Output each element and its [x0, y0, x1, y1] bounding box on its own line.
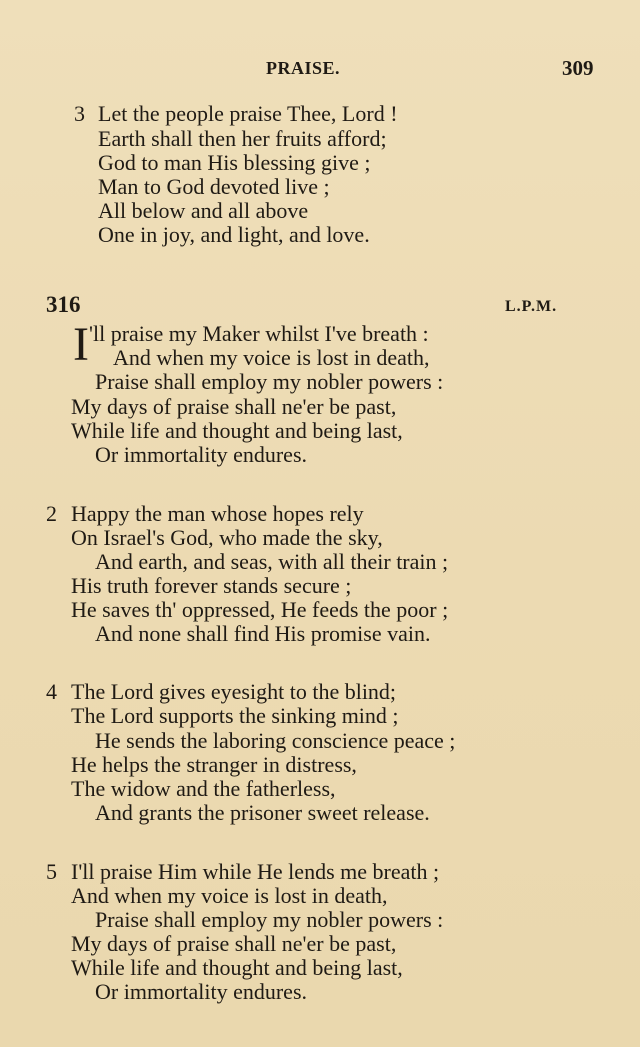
stanza-line: My days of praise shall ne'er be past,	[71, 931, 397, 956]
page-number: 309	[562, 56, 594, 80]
stanza-line: On Israel's God, who made the sky,	[71, 525, 383, 550]
stanza-number: 2	[46, 501, 57, 526]
running-head: PRAISE.	[266, 58, 341, 78]
stanza-line: The Lord gives eyesight to the blind;	[71, 679, 397, 704]
stanza-line: While life and thought and being last,	[71, 418, 403, 443]
drop-cap: I	[73, 318, 89, 371]
stanza-number: 3	[74, 101, 85, 126]
stanza-line: And when my voice is lost in death,	[71, 883, 388, 908]
stanza-line: I'll praise Him while He lends me breath ;	[71, 859, 440, 884]
stanza-line: The Lord supports the sinking mind ;	[71, 703, 399, 728]
stanza-line: Praise shall employ my nobler powers :	[95, 369, 444, 394]
stanza-line: And grants the prisoner sweet release.	[95, 800, 430, 825]
stanza-line: The widow and the fatherless,	[71, 776, 336, 801]
stanza-line: And earth, and seas, with all their train ;	[95, 549, 449, 574]
stanza-line: All below and all above	[98, 198, 309, 223]
stanza-line: Earth shall then her fruits afford;	[98, 126, 387, 151]
stanza-line: While life and thought and being last,	[71, 955, 403, 980]
stanza-line: And none shall find His promise vain.	[95, 621, 431, 646]
stanza-line: He helps the stranger in distress,	[71, 752, 357, 777]
stanza-line: Man to God devoted live ;	[98, 174, 330, 199]
stanza-line: Or immortality endures.	[95, 979, 308, 1004]
stanza-line: Praise shall employ my nobler powers :	[95, 907, 444, 932]
stanza-line: Happy the man whose hopes rely	[71, 501, 364, 526]
stanza-line: His truth forever stands secure ;	[71, 573, 352, 598]
stanza-line: And when my voice is lost in death,	[113, 345, 430, 370]
stanza-line: Or immortality endures.	[95, 442, 308, 467]
hymn-number: 316	[46, 292, 81, 317]
stanza-line: 'll praise my Maker whilst I've breath :	[89, 321, 429, 346]
stanza-line: My days of praise shall ne'er be past,	[71, 394, 397, 419]
stanza-number: 4	[46, 679, 57, 704]
stanza-line: Let the people praise Thee, Lord !	[98, 101, 398, 126]
stanza-line: He saves th' oppressed, He feeds the poor ;	[71, 597, 449, 622]
stanza-line: He sends the laboring conscience peace ;	[95, 728, 456, 753]
hymn-meter: L.P.M.	[505, 298, 558, 315]
stanza-line: God to man His blessing give ;	[98, 150, 371, 175]
stanza-line: One in joy, and light, and love.	[98, 222, 370, 247]
stanza-number: 5	[46, 859, 57, 884]
